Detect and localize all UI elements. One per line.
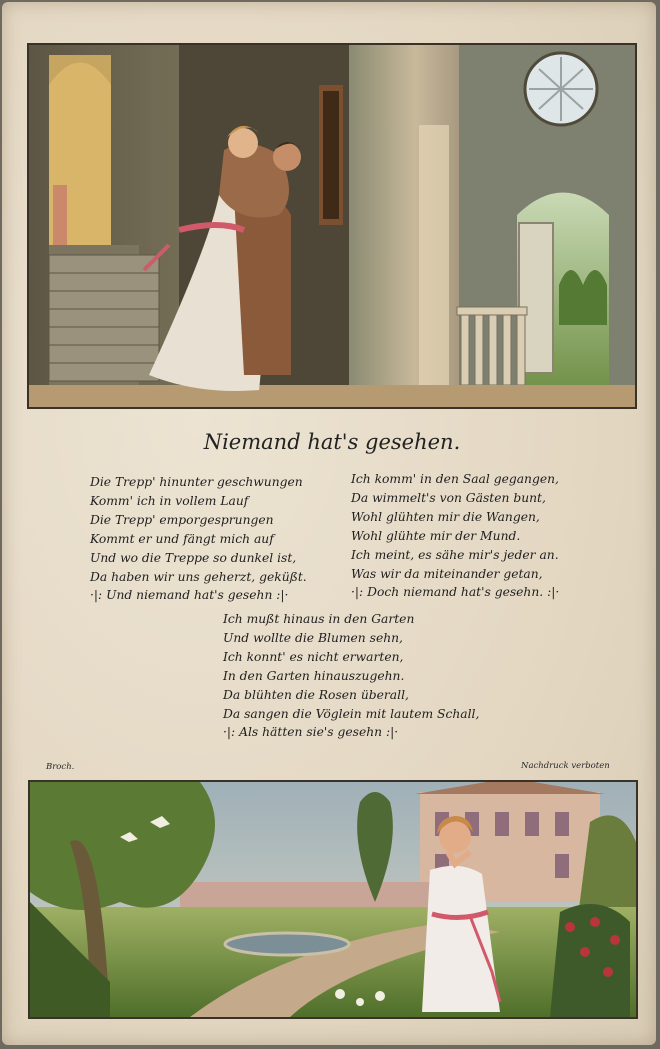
verse-line: Komm' ich in vollem Lauf [90, 493, 249, 508]
verse-line: ·|: Als hätten sie's gesehn :|· [223, 725, 399, 740]
verse-line: Da sangen die Vöglein mit lautem Schall, [223, 706, 480, 721]
rights-notice: Nachdruck verboten [521, 761, 610, 771]
verse-line: Wohl glühten mir die Wangen, [351, 509, 540, 524]
verse-line: Was wir da miteinander getan, [351, 566, 543, 581]
verse-line: Wohl glühte mir der Mund. [351, 528, 521, 543]
top-illustration [27, 43, 637, 409]
garden-scene [30, 782, 636, 1017]
verse-line: Und wollte die Blumen sehn, [223, 630, 403, 645]
verse-line: Die Trepp' hinunter geschwungen [90, 475, 303, 489]
verse-line: In den Garten hinauszugehn. [223, 668, 405, 683]
verse-line: Kommt er und fängt mich auf [90, 531, 274, 546]
verse-line: Ich meint, es sähe mir's jeder an. [351, 547, 559, 562]
poem-title: Niemand hat's gesehen. [203, 430, 461, 454]
artist-signature: Broch. [46, 762, 75, 772]
verse-line: Und wo die Treppe so dunkel ist, [90, 550, 297, 565]
staircase-scene [29, 45, 635, 407]
stanza-1 [90, 473, 307, 605]
verse-line: Ich konnt' es nicht erwarten, [223, 649, 404, 664]
verse-line: Da blühten die Rosen überall, [223, 687, 409, 702]
stanza-2 [351, 470, 559, 602]
verse-line: Ich komm' in den Saal gegangen, [351, 472, 559, 486]
verse-line: ·|: Doch niemand hat's gesehn. :|· [351, 585, 560, 600]
verse-line: Die Trepp' emporgesprungen [90, 512, 274, 527]
postcard [2, 2, 656, 1045]
verse-line: Da haben wir uns geherzt, geküßt. [90, 569, 307, 584]
bottom-illustration [28, 780, 638, 1019]
verse-line: ·|: Und niemand hat's gesehn :|· [90, 588, 289, 603]
verse-line: Ich mußt hinaus in den Garten [223, 612, 415, 626]
stanza-3 [223, 610, 479, 742]
verse-line: Da wimmelt's von Gästen bunt, [351, 490, 546, 505]
